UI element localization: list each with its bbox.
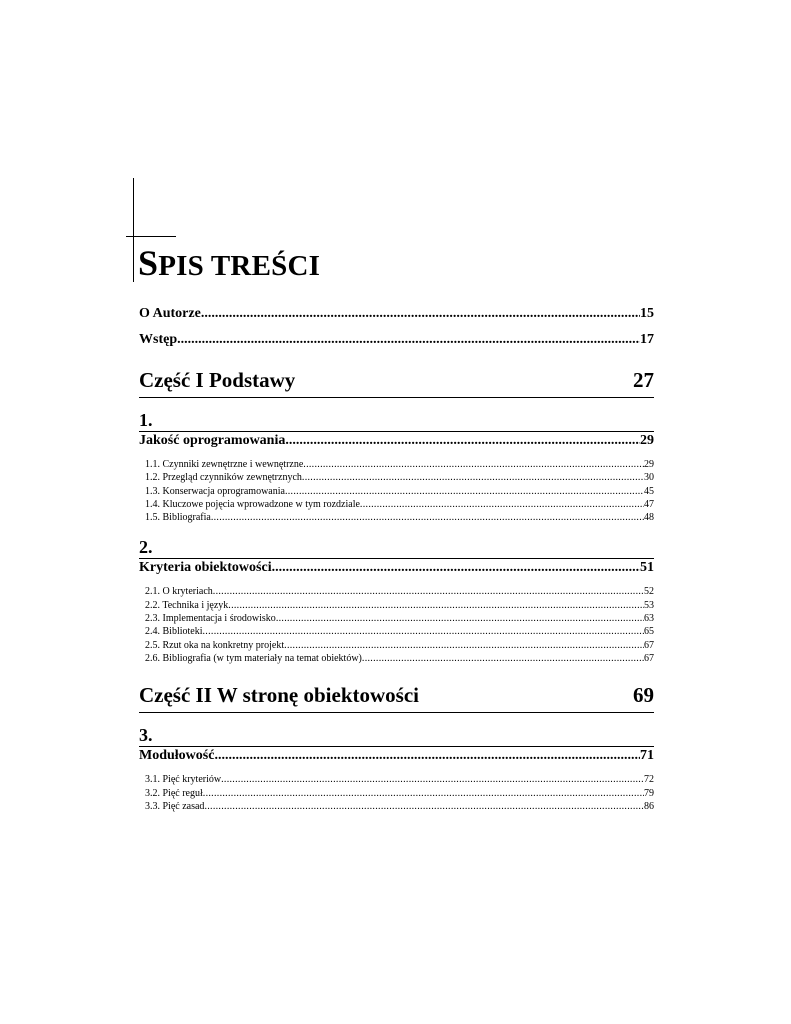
section-title: 1.4. Kluczowe pojęcia wprowadzone w tym rozdziale xyxy=(145,498,360,510)
chapter-title: Modułowość xyxy=(139,748,215,764)
section-entry[interactable] xyxy=(139,626,654,639)
section-title: 1.3. Konserwacja oprogramowania xyxy=(145,485,285,497)
section-page: 52 xyxy=(644,586,654,598)
section-entry[interactable] xyxy=(139,472,654,485)
margin-horizontal-rule xyxy=(126,236,176,237)
section-entry[interactable] xyxy=(139,459,654,472)
leader-dots xyxy=(302,472,644,483)
section-title: 1.1. Czynniki zewnętrzne i wewnętrzne xyxy=(145,459,304,470)
chapter-page: 29 xyxy=(640,433,654,448)
section-page: 48 xyxy=(644,512,654,524)
toc-entry-o-autorze[interactable] xyxy=(139,306,654,325)
page-title-initial: S xyxy=(138,243,159,283)
page-title xyxy=(138,242,320,284)
section-title: 3.1. Pięć kryteriów xyxy=(145,774,222,786)
section-title: 2.6. Bibliografia (w tym materiały na temat obiektów) xyxy=(145,652,362,664)
section-entry[interactable] xyxy=(139,586,654,599)
leader-dots xyxy=(303,459,644,470)
section-page: 30 xyxy=(644,472,654,484)
section-page: 67 xyxy=(644,639,654,651)
part-heading-2[interactable] xyxy=(139,683,654,713)
section-page: 63 xyxy=(644,613,654,625)
leader-dots xyxy=(203,626,645,637)
leader-dots xyxy=(204,801,644,812)
leader-dots xyxy=(272,560,640,576)
leader-dots xyxy=(214,748,640,764)
part-page: 69 xyxy=(633,683,654,708)
leader-dots xyxy=(360,499,644,510)
section-entry[interactable] xyxy=(139,486,654,499)
toc-entry-title: Wstęp xyxy=(139,332,178,347)
section-title: 1.2. Przegląd czynników zewnętrznych xyxy=(145,472,302,484)
leader-dots xyxy=(211,512,644,523)
toc-entry-title: O Autorze xyxy=(139,306,201,321)
leader-dots xyxy=(201,306,640,322)
leader-dots xyxy=(276,613,644,624)
section-entry[interactable] xyxy=(139,788,654,801)
chapter-entry-1[interactable] xyxy=(139,433,654,452)
section-page: 72 xyxy=(644,774,654,786)
chapter-entry-2[interactable] xyxy=(139,560,654,579)
chapter-page: 71 xyxy=(640,748,654,764)
toc-entry-wstep[interactable] xyxy=(139,332,654,351)
chapter-title: Kryteria obiektowości xyxy=(139,560,272,576)
leader-dots xyxy=(203,788,644,799)
section-entry[interactable] xyxy=(139,640,654,653)
section-entry[interactable] xyxy=(139,653,654,666)
section-entry[interactable] xyxy=(139,613,654,626)
chapter-entry-3[interactable] xyxy=(139,748,654,767)
section-page: 65 xyxy=(644,626,654,638)
section-page: 86 xyxy=(644,800,654,812)
section-page: 45 xyxy=(644,485,654,497)
chapter-number: 1. xyxy=(139,410,654,432)
leader-dots xyxy=(213,586,644,597)
section-page: 79 xyxy=(644,787,654,799)
section-title: 2.2. Technika i język xyxy=(145,599,229,611)
toc-entry-page: 17 xyxy=(640,332,654,347)
section-title: 3.3. Pięć zasad xyxy=(145,800,205,812)
table-of-contents xyxy=(139,300,654,814)
section-page: 47 xyxy=(644,498,654,510)
section-entry[interactable] xyxy=(139,774,654,787)
leader-dots xyxy=(362,653,644,664)
chapter-number: 2. xyxy=(139,537,654,559)
leader-dots xyxy=(285,486,644,497)
page-title-rest: PIS TREŚCI xyxy=(158,250,321,282)
section-title: 2.3. Implementacja i środowisko xyxy=(145,613,276,625)
part-title: Część II W stronę obiektowości xyxy=(139,683,419,708)
section-title: 2.4. Biblioteki xyxy=(145,626,203,638)
chapter-number: 3. xyxy=(139,725,654,747)
section-title: 2.1. O kryteriach xyxy=(145,586,213,598)
section-entry[interactable] xyxy=(139,499,654,512)
margin-vertical-rule xyxy=(133,178,134,282)
section-entry[interactable] xyxy=(139,512,654,525)
section-entry[interactable] xyxy=(139,801,654,814)
part-page: 27 xyxy=(633,368,654,392)
section-page: 53 xyxy=(644,599,654,611)
leader-dots xyxy=(221,774,644,785)
leader-dots xyxy=(285,433,640,449)
chapter-page: 51 xyxy=(640,560,654,576)
leader-dots xyxy=(228,600,644,611)
part-title: Część I Podstawy xyxy=(139,368,296,392)
section-title: 2.5. Rzut oka na konkretny projekt xyxy=(145,639,285,651)
chapter-title: Jakość oprogramowania xyxy=(139,433,286,448)
section-title: 1.5. Bibliografia xyxy=(145,512,211,524)
section-entry[interactable] xyxy=(139,600,654,613)
section-page: 29 xyxy=(644,459,654,470)
section-title: 3.2. Pięć reguł xyxy=(145,787,203,799)
part-heading-1[interactable] xyxy=(139,368,654,398)
leader-dots xyxy=(284,640,644,651)
leader-dots xyxy=(177,332,640,348)
toc-entry-page: 15 xyxy=(640,306,654,321)
section-page: 67 xyxy=(644,652,654,664)
